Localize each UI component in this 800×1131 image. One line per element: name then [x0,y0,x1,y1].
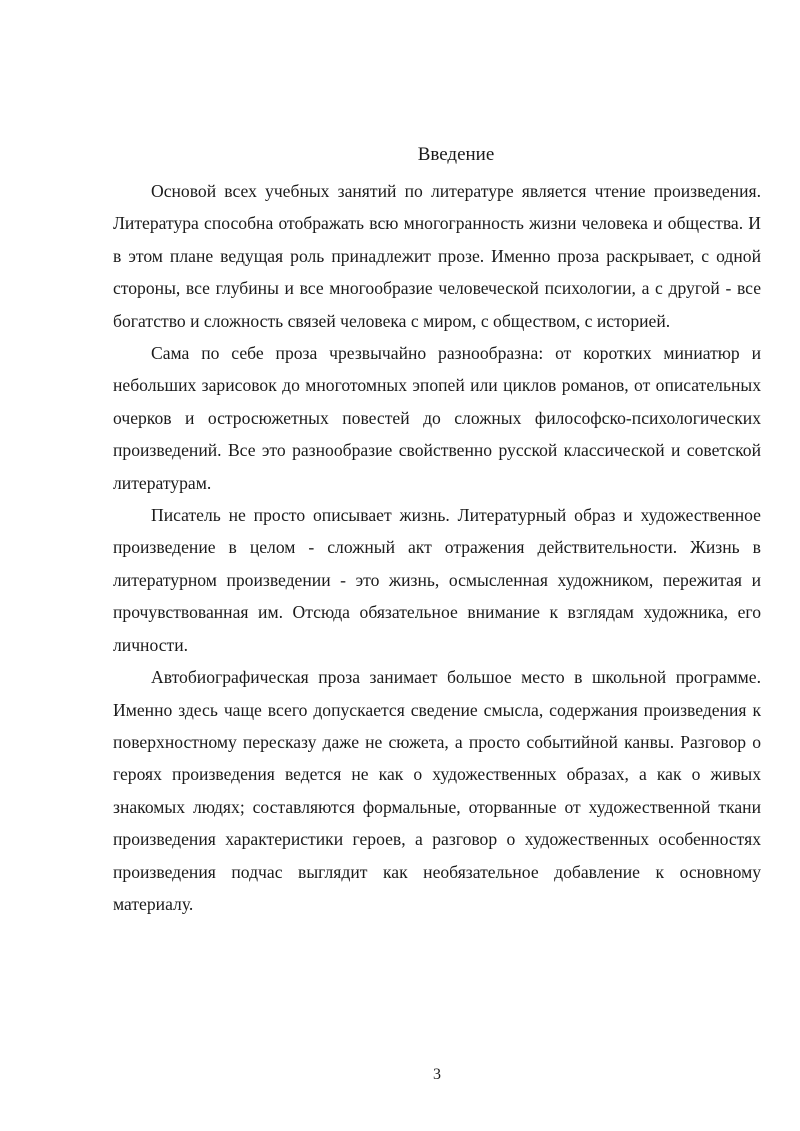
section-title: Введение [417,144,495,165]
paragraph-4: Автобиографическая проза занимает большое место в школьной программе. Именно здесь чаще всего допускается сведение смысла, содержания произведения к поверхностному пересказу даже не сюжета, а просто событийной канвы. Разговор о героях произведения ведется не как о художественных образах, а как о живых знакомых людях; составляются формальные, оторванные от художественной ткани произведения характеристики героев, а разговор о художественных особенностях произведения подчас выглядит как необязательное добавление к основному материалу. [113,667,761,914]
page-content [113,141,761,920]
paragraph-1: Основой всех учебных занятий по литературе является чтение произведения. Литература способна отображать всю многогранность жизни человека и общества. И в этом плане ведущая роль принадлежит прозе. Именно проза раскрывает, с одной стороны, все глубины и все многообразие человеческой психологии, а с другой - все богатство и сложность связей человека с миром, с обществом, с историей. [113,181,761,331]
paragraph-2: Сама по себе проза чрезвычайно разнообразна: от коротких миниатюр и небольших зарисовок до многотомных эпопей или циклов романов, от описательных очерков и остросюжетных повестей до сложных философско-психологических произведений. Все это разнообразие свойственно русской классической и советской литературам. [113,343,761,493]
page-number: 3 [433,1066,441,1083]
paragraph-3: Писатель не просто описывает жизнь. Литературный образ и художественное произведение в целом - сложный акт отражения действительности. Жизнь в литературном произведении - это жизнь, осмысленная художником, пережитая и прочувствованная им. Отсюда обязательное внимание к взглядам художника, его личности. [113,505,761,655]
